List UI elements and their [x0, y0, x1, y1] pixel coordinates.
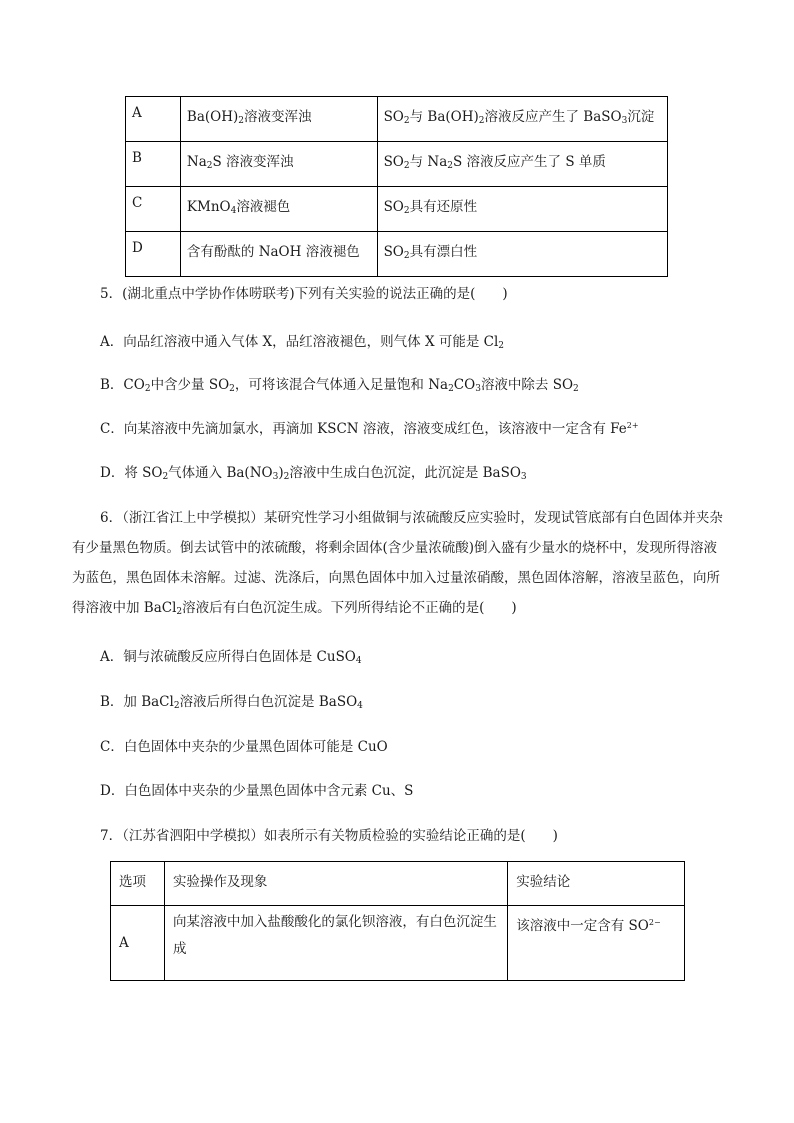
question-5-option-a: A．向品红溶液中通入气体 X，品红溶液褪色，则气体 X 可能是 $Cl_2$ [100, 334, 505, 351]
conclusion-cell: $SO_2$具有还原性 [377, 187, 667, 232]
question-5-option-d: D．将 $SO_2$气体通入 $Ba(NO_3)_2$溶液中生成白色沉淀，此沉淀是 BaSO$_3$ [100, 465, 527, 482]
phenomenon-cell: KMnO$_4$溶液褪色 [180, 187, 377, 232]
question-6-option-d: D．白色固体中夹杂的少量黑色固体中含元素 Cu、S [100, 783, 414, 799]
conclusion-cell: $SO_2$具有漂白性 [377, 232, 667, 277]
table-row [126, 232, 668, 277]
experiment-table-2 [110, 861, 685, 981]
option-label-cell [126, 142, 181, 187]
option-label-cell [126, 232, 181, 277]
question-6-option-b: B．加 BaCl$_2$溶液后所得白色沉淀是 BaSO$_4$ [100, 694, 363, 711]
option-label: A [132, 105, 142, 121]
table-row [111, 906, 685, 981]
question-5-stem: 5．(湖北重点中学协作体唠联考)下列有关实验的说法正确的是( ) [100, 286, 508, 302]
option-label: B [132, 150, 142, 166]
conclusion-cell: 该溶液中一定含有 $SO^{2-}$ [508, 906, 685, 981]
experiment-table-1-body [126, 97, 668, 277]
question-6-option-a: A．铜与浓硫酸反应所得白色固体是 CuSO$_4$ [100, 649, 362, 666]
table-row [126, 187, 668, 232]
question-6-option-c: C．白色固体中夹杂的少量黑色固体可能是 CuO [100, 739, 388, 755]
operation-cell: 向某溶液中加入盐酸酸化的氯化钡溶液，有白色沉淀生成 [164, 906, 507, 981]
option-label-cell [126, 187, 181, 232]
option-label: D [132, 240, 143, 256]
conclusion-cell: $SO_2$与 $Ba(OH)_2$溶液反应产生了 BaSO$_3$沉淀 [377, 97, 667, 142]
phenomenon-cell: 含有酚酞的 NaOH 溶液褪色 [180, 232, 377, 277]
option-label-cell [126, 97, 181, 142]
option-label-cell: A [111, 906, 165, 981]
table-header-row [111, 862, 685, 906]
table-header-cell: 实验操作及现象 [164, 862, 507, 906]
phenomenon-cell: $Ba(OH)_2$溶液变浑浊 [180, 97, 377, 142]
table-header-cell: 选项 [111, 862, 165, 906]
phenomenon-cell: $Na_2S$ 溶液变浑浊 [180, 142, 377, 187]
question-5-option-c: C．向某溶液中先滴加氯水，再滴加 KSCN 溶液，溶液变成红色，该溶液中一定含有 $Fe^{2+}$ [100, 421, 639, 437]
table-header-cell: 实验结论 [508, 862, 685, 906]
table-row [126, 97, 668, 142]
experiment-table-1 [125, 96, 668, 277]
question-6-stem: 6．（浙江省江上中学模拟）某研究性学习小组做铜与浓硫酸反应实验时，发现试管底部有白色固体并夹杂有少量黑色物质。倒去试管中的浓硫酸，将剩余固体(含少量浓硫酸)倒入盛有少量水的烧杯中，发现所得溶液为蓝色，黑色固体未溶解。过滤、洗涤后，向黑色固体中加入过量浓硝酸，黑色固体溶解，溶液呈蓝色，向所得溶液中加 BaCl$_2$溶液后有白色沉淀生成。下列所得结论不正确的是( ) [72, 510, 723, 617]
option-label: C [132, 195, 143, 211]
conclusion-cell: $SO_2$与 $Na_2S$ 溶液反应产生了 S 单质 [377, 142, 667, 187]
question-7-stem: 7．（江苏省泗阳中学模拟）如表所示有关物质检验的实验结论正确的是( ) [100, 828, 558, 844]
table-row [126, 142, 668, 187]
question-5-option-b: B．$CO_2$中含少量 $SO_2$，可将该混合气体通入足量饱和 $Na_2CO_3$溶液中除去 $SO_2$ [100, 377, 579, 394]
